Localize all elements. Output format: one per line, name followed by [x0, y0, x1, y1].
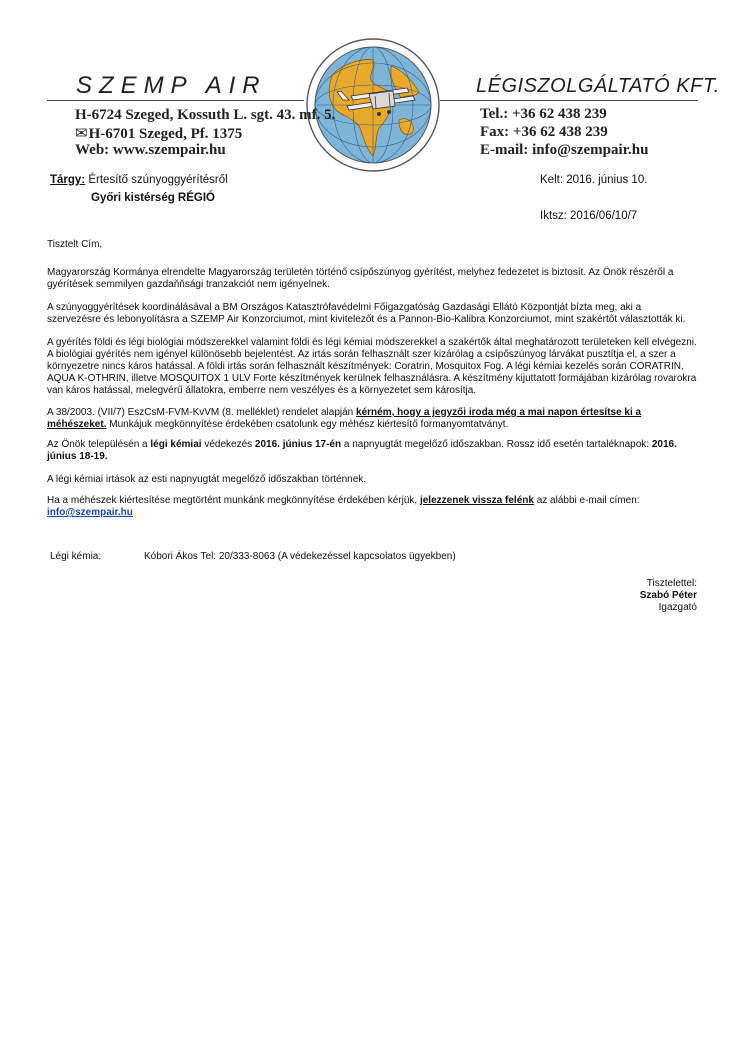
company-name: SZEMP AIR: [76, 72, 267, 99]
paragraph-5-part: védekezés: [201, 439, 255, 450]
header-rule-right: [440, 100, 698, 101]
paragraph-3: A gyérítés földi és légi biológiai módszerekkel valamint földi és légi kémiai módszerekkel a szakértők által meghatározott területeken kell elvégezni. A biológiai gyérítés nem igényel különösebb bejelentést. Az irtás során felhasznált szer kizárólag a csípőszúnyog lárvákat pusztítja el, a szer a környezetre nincs káros hatással. A földi irtás során felhasznált készítmények: Coratrin, Mosquitox Fog. A légi kémiai kezelés során CORATRIN, AQUA K-OTHRIN, illetve MOSQUITOX 1 ULV Forte készítmények kerülnek felhasználásra. A készítmény kijuttatott formájában kizárólag rovarokra van káros hatással, melegvérű állatokra, emberre nem veszélyes és a környezetet sem károsítja.: [47, 337, 697, 396]
contact-label: Légi kémia:: [50, 551, 102, 562]
paragraph-7: [47, 495, 697, 519]
paragraph-4-intro: A 38/2003. (VII/7) EszCsM-FVM-KvVM (8. melléklet) rendelet alapján: [47, 407, 357, 418]
subject-line: [50, 174, 228, 186]
paragraph-5-part: a napnyugtát megelőző időszakban. Rossz idő esetén tartaléknapok:: [341, 439, 652, 450]
paragraph-6: A légi kémiai irtások az esti napnyugtát megelőző időszakban történnek.: [47, 474, 367, 485]
signer-name: Szabó Péter: [639, 590, 697, 601]
contact-value: Kóbori Ákos Tel: 20/333-8063 (A védekezéssel kapcsolatos ügyekben): [144, 551, 456, 562]
tel-line: Tel.: +36 62 438 239: [480, 106, 607, 122]
reference-number: Iktsz: 2016/06/10/7: [540, 210, 638, 222]
fax-line: Fax: +36 62 438 239: [480, 124, 608, 140]
closing: Tisztelettel:: [646, 578, 697, 589]
subject-label: Tárgy:: [50, 174, 86, 186]
salutation: Tisztelt Cím,: [47, 239, 103, 250]
paragraph-5-part: Az Önök településén a: [47, 439, 151, 450]
paragraph-2: A szúnyoggyérítések koordinálásával a BM Országos Katasztrófavédelmi Főigazgatóság Gazdasági Ellátó Központját bízta meg, aki a szervezésre és lebonyolításra a SZEMP Air Konzorciumot, mint kivitelezőt és a Pannon-Bio-Kalibra Konzorciumot, mint szakértőt választották ki.: [47, 302, 686, 325]
paragraph-7-part: Ha a méhészek kiértesítése megtörtént munkánk megkönnyítése érdekében kérjük,: [47, 495, 420, 506]
paragraph-7-request: jelezzenek vissza felénk: [419, 495, 534, 506]
region-line: Győri kistérség RÉGIÓ: [91, 192, 215, 204]
address-line: H-6724 Szeged, Kossuth L. sgt. 43. mf. 5.: [75, 107, 336, 123]
paragraph-4-note: Munkájuk megkönnyítése érdekében csatolunk egy méhész kiértesítő formanyomtatványt.: [106, 419, 509, 430]
header-rule-left: [47, 100, 304, 101]
web-line: Web: www.szempair.hu: [75, 142, 226, 158]
email-link[interactable]: info@szempair.hu: [47, 507, 133, 518]
paragraph-4-request: kérném, hogy a jegyzői iroda még a mai napon értesítse ki a méhészeket.: [47, 407, 642, 430]
signature-block: [640, 578, 697, 614]
service-name: LÉGISZOLGÁLTATÓ KFT.: [476, 75, 720, 97]
paragraph-5-date: 2016. június 17-én: [254, 439, 342, 450]
paragraph-5-method: légi kémiai: [150, 439, 202, 450]
po-box-line: [75, 124, 242, 143]
email-line: E-mail: info@szempair.hu: [480, 142, 649, 158]
letter-date: Kelt: 2016. június 10.: [540, 174, 648, 186]
subject-text: Értesítő szúnyoggyérítésről: [88, 174, 228, 186]
paragraph-1: Magyarország Kormánya elrendelte Magyarország területén történő csípőszúnyog gyérítést, melyhez fedezetet is biztosít. Az Önök részéről a gyérítések semmilyen gazdaňňsági tranzakciót nem igényelnek.: [47, 267, 674, 290]
paragraph-4: [47, 407, 697, 431]
po-box-text: H-6701 Szeged, Pf. 1375: [88, 126, 243, 142]
signer-title: Igazgató: [658, 602, 697, 613]
paragraph-7-part: az alábbi e-mail címen:: [533, 495, 640, 506]
paragraph-5: [47, 439, 697, 463]
envelope-icon: ✉: [75, 126, 88, 142]
globe-with-biplane-icon: [303, 36, 443, 174]
paragraph-5-backup-dates: 2016. június 18-19.: [47, 439, 677, 462]
